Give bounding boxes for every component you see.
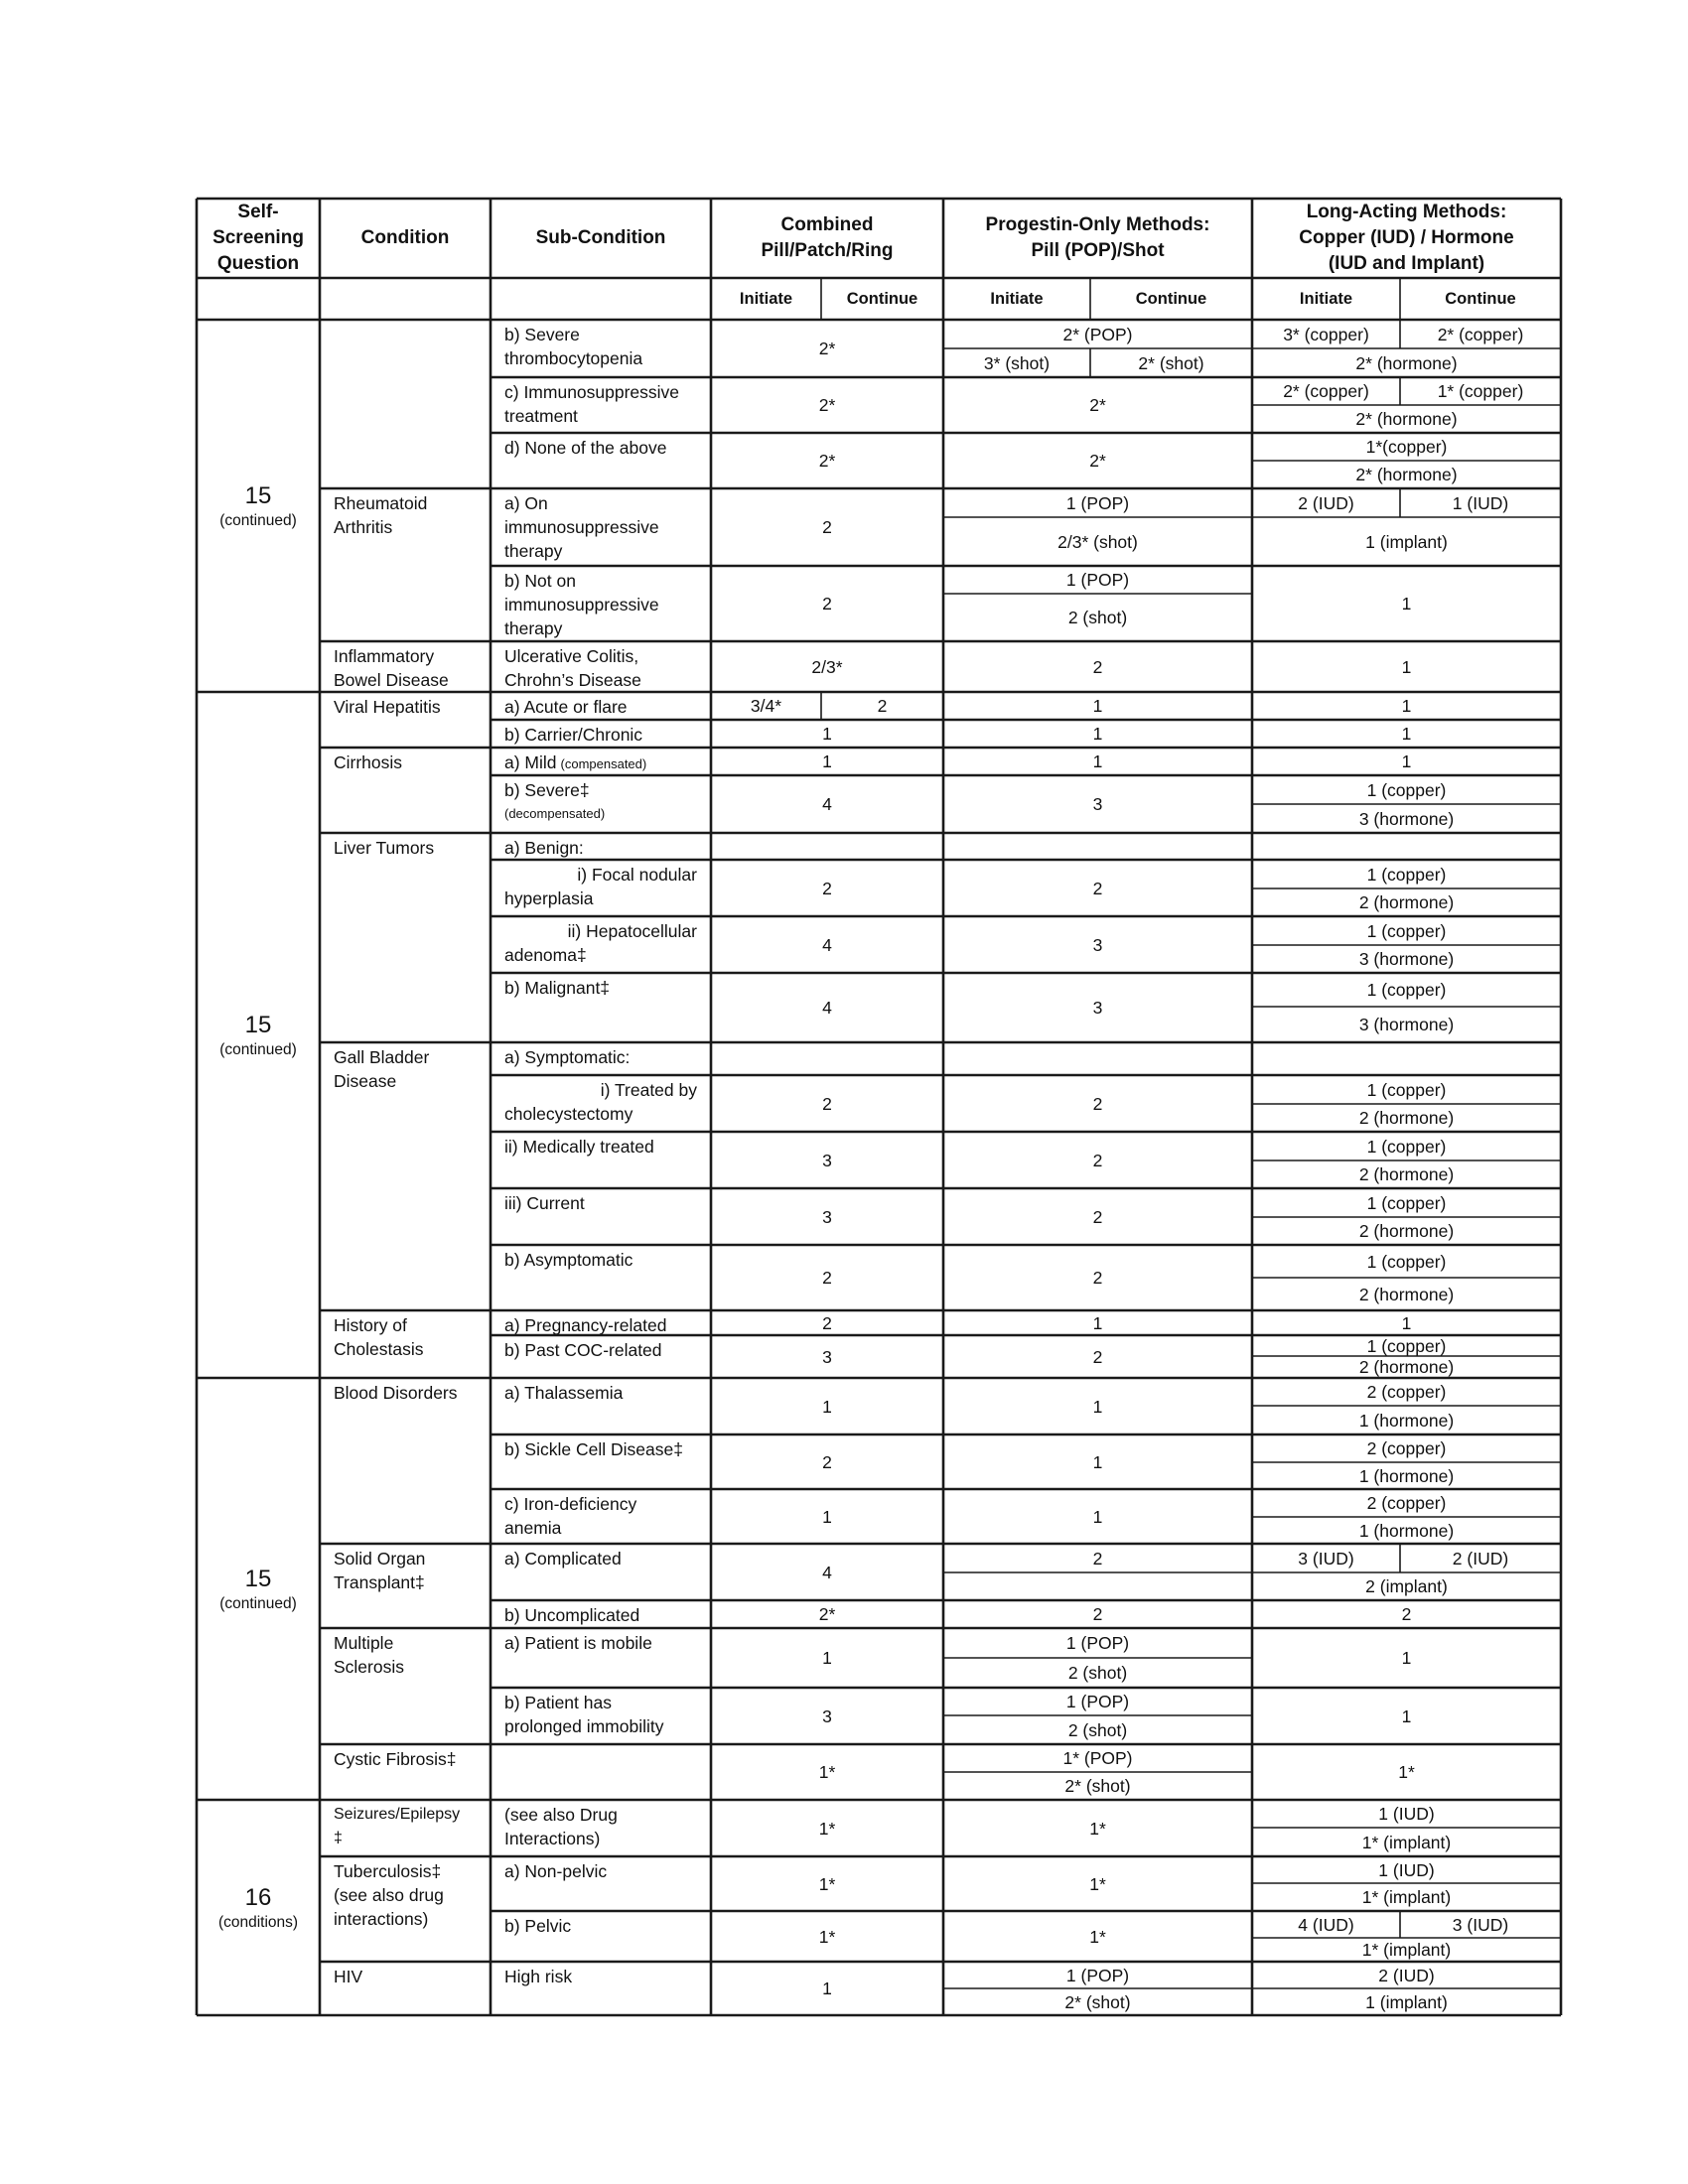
condition-cell: HIV: [334, 1967, 363, 1986]
value-cell: 3: [822, 1206, 832, 1227]
question-note: (continued): [219, 511, 297, 529]
value-cell: 2: [822, 517, 832, 537]
sub-condition-cell: b) Sickle Cell Disease‡: [504, 1439, 683, 1459]
value-cell: 1*: [1398, 1762, 1415, 1782]
value-cell: 2: [822, 1312, 832, 1333]
sub-condition-cell: b) Severe thrombocytopenia: [504, 325, 643, 368]
value-cell: 2*: [818, 1604, 836, 1624]
value-cell: 2: [877, 696, 888, 716]
value-cell: 1 (copper): [1366, 920, 1447, 941]
sub-condition-cell: b) Pelvic: [504, 1916, 572, 1936]
value-cell: 1* (implant): [1361, 1940, 1452, 1960]
value-cell: 3* (shot): [983, 352, 1051, 373]
value-cell: 1*: [1089, 1926, 1106, 1947]
value-cell: 1 (IUD): [1452, 492, 1509, 513]
sub-condition-cell: a) Benign:: [504, 838, 584, 858]
value-cell: 1*(copper): [1365, 437, 1448, 457]
value-cell: 1 (copper): [1366, 1136, 1447, 1157]
sub-condition-label: a) Mild: [504, 752, 557, 772]
value-cell: 2: [822, 1451, 832, 1472]
value-cell: 2 (IUD): [1378, 1965, 1435, 1985]
sub-condition-cell: Ulcerative Colitis, Chrohn’s Disease: [504, 646, 641, 690]
value-cell: 1 (POP): [1065, 570, 1130, 590]
sub-condition-label: cholecystectomy: [504, 1104, 633, 1124]
sub-condition-cell: a) Patient is mobile: [504, 1633, 652, 1653]
value-cell: 1: [1092, 724, 1103, 744]
value-cell: 1: [1401, 1706, 1412, 1726]
value-cell: 2* (hormone): [1355, 352, 1458, 373]
subheader-continue: Continue: [1135, 290, 1207, 308]
sub-condition-cell: a) Symptomatic:: [504, 1047, 631, 1067]
value-cell: 2: [822, 594, 832, 614]
value-cell: 2/3*: [811, 656, 843, 677]
value-cell: 2*: [818, 451, 836, 471]
value-cell: 3: [1092, 998, 1103, 1018]
value-cell: 3* (copper): [1283, 324, 1369, 344]
condition-cell: Seizures/Epilepsy ‡: [334, 1806, 461, 1846]
condition-cell: Blood Disorders: [334, 1383, 458, 1403]
value-cell: 2 (hormone): [1358, 1221, 1455, 1241]
condition-cell: Multiple Sclerosis: [334, 1633, 404, 1677]
header-self-screening-question: Self- Screening Question: [212, 202, 304, 274]
value-cell: 2 (hormone): [1358, 892, 1455, 912]
value-cell: 1* (implant): [1361, 1832, 1452, 1852]
value-cell: 2 (copper): [1366, 1382, 1447, 1402]
value-cell: 2: [822, 1268, 832, 1288]
value-cell: 1 (POP): [1065, 1692, 1130, 1711]
value-cell: 1: [1092, 1451, 1103, 1472]
value-cell: 1 (hormone): [1358, 1465, 1455, 1486]
value-cell: 2 (copper): [1366, 1438, 1447, 1458]
value-cell: 1* (POP): [1062, 1748, 1133, 1768]
value-cell: 3: [1092, 934, 1103, 955]
sub-condition-note: (decompensated): [504, 806, 606, 821]
condition-cell: Cystic Fibrosis‡: [334, 1749, 457, 1769]
value-cell: 4: [822, 794, 832, 814]
value-cell: 2*: [818, 339, 836, 358]
value-cell: 2: [1092, 878, 1103, 898]
question-note: (continued): [219, 1040, 297, 1058]
sub-condition-cell: a) Thalassemia: [504, 1383, 624, 1403]
value-cell: 1 (IUD): [1378, 1804, 1435, 1824]
header-long-acting: Long-Acting Methods: Copper (IUD) / Hormone (IUD and Implant): [1299, 202, 1514, 274]
value-cell: 2* (copper): [1283, 381, 1369, 401]
value-cell: 3 (hormone): [1358, 1015, 1455, 1034]
value-cell: 3 (hormone): [1358, 808, 1455, 829]
value-cell: 2 (hormone): [1358, 1164, 1455, 1184]
sub-condition-cell: b) Uncomplicated: [504, 1605, 640, 1625]
value-cell: 3 (IUD): [1452, 1914, 1509, 1935]
sub-condition-label: b) Severe‡: [504, 780, 590, 800]
sub-condition-label: ii) Hepatocellular: [567, 921, 697, 941]
condition-cell: Liver Tumors: [334, 838, 435, 858]
condition-cell: Inflammatory Bowel Disease: [334, 646, 449, 690]
value-cell: 1: [822, 1648, 832, 1668]
value-cell: 3: [1092, 794, 1103, 814]
value-cell: 1: [1401, 696, 1412, 716]
value-cell: 1: [1401, 594, 1412, 614]
condition-cell: Solid Organ Transplant‡: [334, 1549, 426, 1592]
value-cell: 2 (shot): [1067, 1719, 1128, 1740]
value-cell: 1: [822, 1506, 832, 1527]
sub-condition-cell: ii) Medically treated: [504, 1137, 654, 1157]
value-cell: 2: [1092, 1093, 1103, 1114]
condition-cell: Tuberculosis‡ (see also drug interactions): [334, 1861, 444, 1929]
value-cell: 2 (hormone): [1358, 1357, 1455, 1377]
value-cell: 1*: [1089, 1873, 1106, 1894]
sub-condition-note: (compensated): [560, 756, 647, 771]
value-cell: 4: [822, 934, 832, 955]
value-cell: 1 (POP): [1065, 1633, 1130, 1653]
question-number: 16: [244, 1883, 272, 1911]
value-cell: 1: [1401, 751, 1412, 771]
value-cell: 4: [822, 998, 832, 1018]
question-number: 15: [244, 1011, 272, 1038]
value-cell: 1: [1401, 656, 1412, 677]
value-cell: 2* (hormone): [1355, 409, 1458, 429]
value-cell: 1: [1092, 696, 1103, 716]
value-cell: 1: [1401, 1648, 1412, 1668]
value-cell: 1*: [1089, 1818, 1106, 1839]
value-cell: 2: [1092, 1268, 1103, 1288]
value-cell: 1* (copper): [1437, 381, 1524, 401]
value-cell: 2 (implant): [1365, 1576, 1448, 1596]
value-cell: 1 (copper): [1366, 980, 1447, 1000]
value-cell: 2: [1092, 656, 1103, 677]
value-cell: 1: [1401, 724, 1412, 744]
sub-condition-cell: b) Not on immunosuppressive therapy: [504, 571, 659, 638]
value-cell: 2 (hormone): [1358, 1284, 1455, 1304]
sub-condition-cell: a) Acute or flare: [504, 697, 628, 717]
value-cell: 2: [822, 1093, 832, 1114]
value-cell: 2/3* (shot): [1057, 531, 1138, 552]
value-cell: 4: [822, 1562, 832, 1582]
value-cell: 2*: [1089, 451, 1106, 471]
sub-condition-cell: a) On immunosuppressive therapy: [504, 493, 659, 561]
value-cell: 1 (implant): [1365, 1991, 1448, 2012]
value-cell: 2* (shot): [1064, 1991, 1131, 2012]
value-cell: 2 (IUD): [1452, 1548, 1509, 1569]
value-cell: 1: [1092, 751, 1103, 771]
value-cell: 2: [822, 878, 832, 898]
sub-condition-cell: a) Pregnancy-related: [504, 1315, 667, 1335]
value-cell: 1*: [818, 1873, 836, 1894]
question-number: 15: [244, 481, 272, 509]
value-cell: 2*: [818, 395, 836, 415]
sub-condition-cell: c) Iron-deficiency anemia: [504, 1494, 637, 1538]
header-condition: Condition: [360, 227, 450, 248]
value-cell: 2: [1092, 1150, 1103, 1170]
sub-condition-cell: a) Non-pelvic: [504, 1861, 608, 1881]
value-cell: 2*: [1089, 395, 1106, 415]
value-cell: 1 (POP): [1065, 492, 1130, 513]
value-cell: 2* (shot): [1138, 352, 1204, 373]
value-cell: 1: [822, 751, 832, 771]
value-cell: 2* (copper): [1437, 324, 1524, 344]
header-combined: Combined Pill/Patch/Ring: [761, 214, 894, 261]
value-cell: 2: [1092, 1206, 1103, 1227]
sub-condition-label: hyperplasia: [504, 888, 594, 908]
value-cell: 1: [822, 1396, 832, 1417]
sub-condition-cell: (see also Drug Interactions): [504, 1805, 618, 1848]
condition-cell: Gall Bladder Disease: [334, 1047, 430, 1091]
value-cell: 1 (IUD): [1378, 1859, 1435, 1880]
subheader-initiate: Initiate: [1299, 290, 1353, 308]
value-cell: 1 (implant): [1365, 531, 1448, 552]
value-cell: 1 (hormone): [1358, 1410, 1455, 1431]
subheader-continue: Continue: [1445, 290, 1516, 308]
condition-cell: Rheumatoid Arthritis: [334, 493, 428, 537]
value-cell: 1* (implant): [1361, 1887, 1452, 1907]
sub-condition-cell: b) Past COC-related: [504, 1340, 662, 1360]
value-cell: 3 (hormone): [1358, 949, 1455, 969]
subheader-continue: Continue: [846, 290, 918, 308]
sub-condition-cell: High risk: [504, 1967, 573, 1986]
sub-condition-cell: a) Complicated: [504, 1549, 622, 1569]
subheader-initiate: Initiate: [990, 290, 1044, 308]
value-cell: 1*: [818, 1762, 836, 1782]
value-cell: 2* (shot): [1064, 1776, 1131, 1796]
value-cell: 1 (copper): [1366, 1079, 1447, 1100]
sub-condition-cell: b) Patient has prolonged immobility: [504, 1693, 664, 1736]
value-cell: 2: [1092, 1604, 1103, 1624]
value-cell: 2 (hormone): [1358, 1108, 1455, 1128]
value-cell: 1: [822, 1979, 832, 1998]
value-cell: 1*: [818, 1818, 836, 1839]
value-cell: 1 (copper): [1366, 1335, 1447, 1356]
value-cell: 1: [822, 724, 832, 744]
value-cell: 1: [1401, 1312, 1412, 1333]
condition-cell: Viral Hepatitis: [334, 697, 441, 717]
value-cell: 1 (copper): [1366, 779, 1447, 800]
question-number: 15: [244, 1565, 272, 1592]
subheader-initiate: Initiate: [739, 290, 793, 308]
header-progestin-only: Progestin-Only Methods: Pill (POP)/Shot: [985, 214, 1210, 261]
value-cell: 2* (hormone): [1355, 465, 1458, 484]
value-cell: 3: [822, 1706, 832, 1726]
value-cell: 3: [822, 1150, 832, 1170]
value-cell: 3: [822, 1346, 832, 1367]
question-note: (continued): [219, 1594, 297, 1612]
value-cell: 2: [1401, 1604, 1412, 1624]
header-sub-condition: Sub-Condition: [535, 227, 666, 248]
condition-cell: History of Cholestasis: [334, 1315, 424, 1359]
condition-cell: Cirrhosis: [334, 752, 403, 772]
value-cell: 2 (shot): [1067, 608, 1128, 627]
value-cell: 3 (IUD): [1298, 1548, 1354, 1569]
value-cell: 1: [1092, 1396, 1103, 1417]
value-cell: 1*: [818, 1926, 836, 1947]
value-cell: 1 (POP): [1065, 1965, 1130, 1985]
value-cell: 1: [1092, 1506, 1103, 1527]
value-cell: 2: [1092, 1548, 1103, 1569]
sub-condition-label: i) Treated by: [600, 1080, 697, 1100]
sub-condition-cell: b) Asymptomatic: [504, 1250, 633, 1270]
value-cell: 1 (hormone): [1358, 1520, 1455, 1541]
sub-condition-label: i) Focal nodular: [577, 865, 697, 885]
value-cell: 1 (copper): [1366, 864, 1447, 885]
value-cell: 1 (copper): [1366, 1251, 1447, 1272]
sub-condition-cell: b) Carrier/Chronic: [504, 725, 643, 745]
value-cell: 2 (copper): [1366, 1493, 1447, 1513]
sub-condition-cell: b) Malignant‡: [504, 978, 611, 998]
value-cell: 3/4*: [750, 696, 782, 716]
sub-condition-label: adenoma‡: [504, 945, 587, 965]
value-cell: 2 (IUD): [1298, 492, 1354, 513]
sub-condition-cell: iii) Current: [504, 1193, 585, 1213]
value-cell: 2: [1092, 1346, 1103, 1367]
value-cell: 2 (shot): [1067, 1663, 1128, 1683]
value-cell: 2* (POP): [1062, 324, 1133, 344]
value-cell: 4 (IUD): [1298, 1914, 1354, 1935]
sub-condition-cell: d) None of the above: [504, 438, 667, 458]
value-cell: 1: [1092, 1312, 1103, 1333]
question-note: (conditions): [217, 1913, 299, 1931]
sub-condition-cell: c) Immunosuppressive treatment: [504, 382, 680, 426]
value-cell: 1 (copper): [1366, 1192, 1447, 1213]
